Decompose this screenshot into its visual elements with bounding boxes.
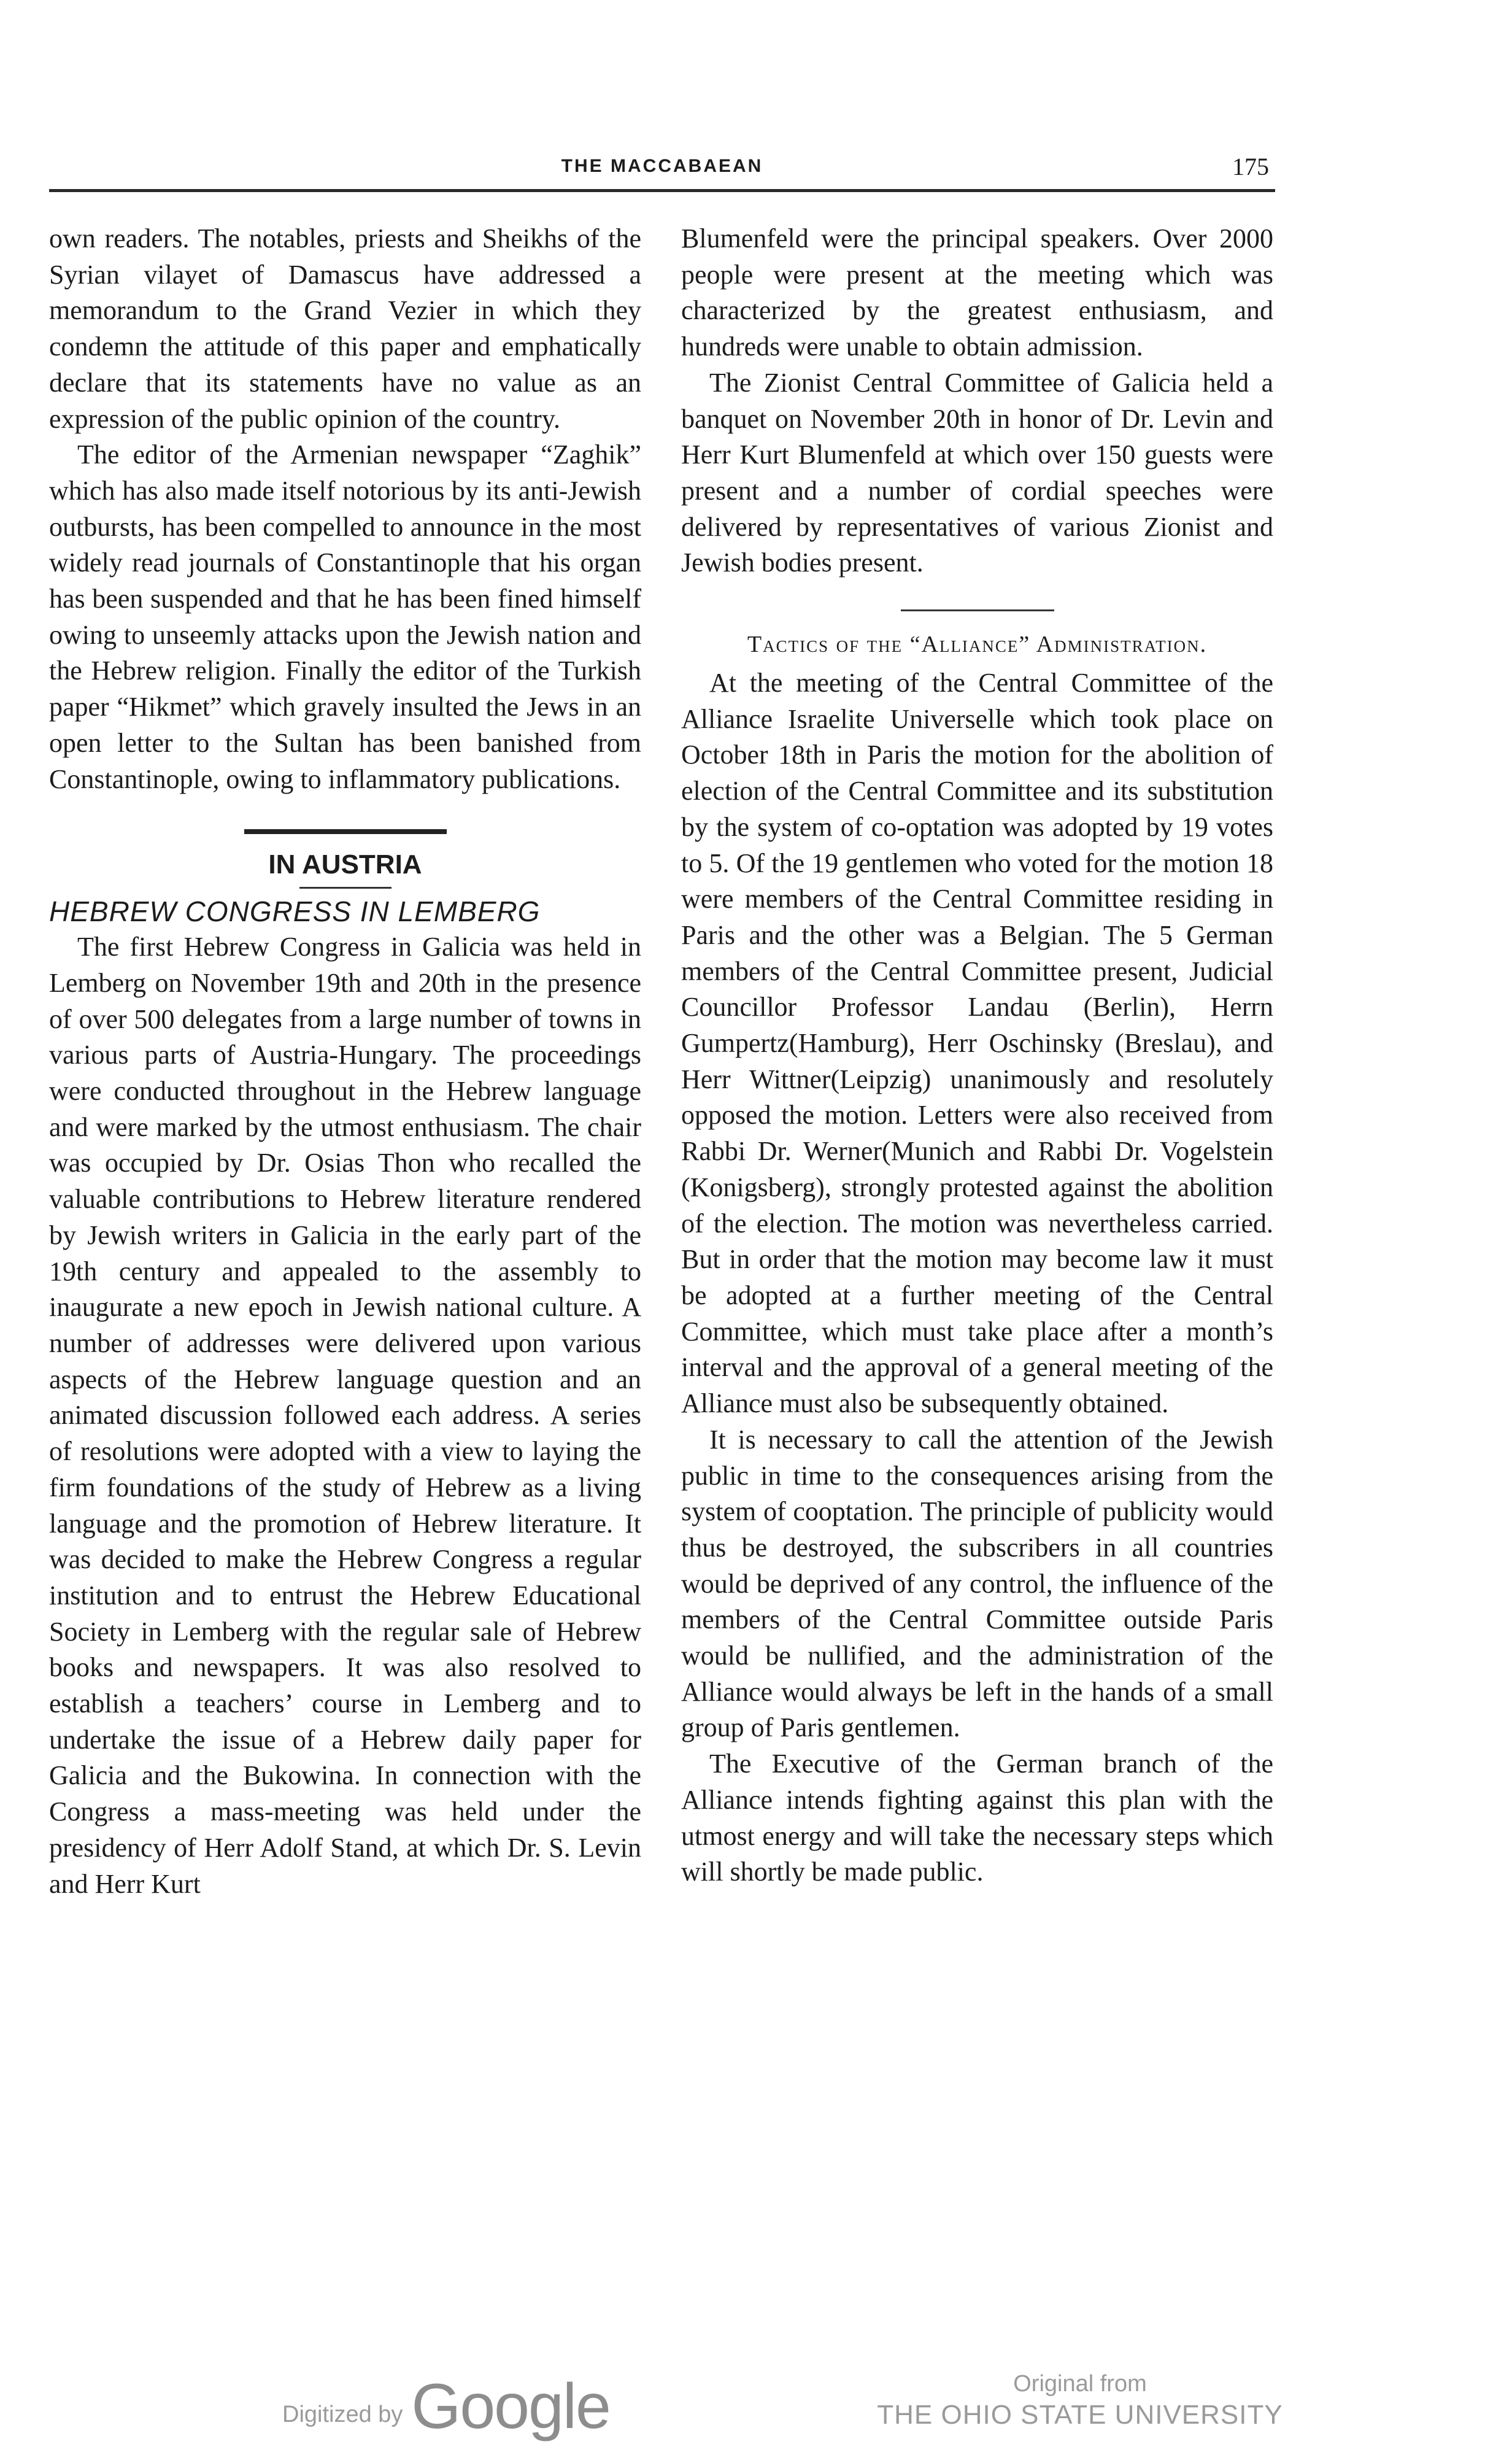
article-title-alliance-tactics: Tactics of the “Alliance” Administration.	[747, 632, 1208, 658]
original-from-watermark	[853, 2369, 1307, 2432]
google-logo: Google	[411, 2371, 610, 2442]
paragraph-consequences: It is necessary to call the attention of the Jewish public in time to the consequences arising from the system of cooptation. The principle of publicity would thus be destroyed, the subscribers in all countries would be deprived of any control, the influence of the members of the Central Committee outside Paris would be nullified, and the administration of the Alliance would always be left in the hands of a small group of Paris gentlemen.	[681, 1424, 1273, 1743]
title-divider	[299, 887, 392, 889]
section-title-austria: IN AUSTRIA	[268, 849, 422, 880]
paragraph-notables: own readers. The notables, priests and Sheikhs of the Syrian vilayet of Damascus have addressed a memorandum to the Grand Vezier in which they condemn the attitude of this paper and emphatically declare that its statements have no value as an expression of the public opinion of the country.	[49, 223, 641, 434]
digitized-by-label: Digitized by	[282, 2402, 403, 2427]
paragraph-german-branch: The Executive of the German branch of the Alliance intends fighting against this plan with the utmost energy and will take the necessary steps which will shortly be made public.	[681, 1749, 1273, 1887]
digitized-by-watermark	[282, 2370, 610, 2443]
paragraph-central-committee-meeting: At the meeting of the Central Committee of the Alliance Israelite Universelle which took place on October 18th in Paris the motion for the abolition of election of the Central Committee and its substitution by the system of co-optation was adopted by 19 votes to 5. Of the 19 gentlemen who voted for the motion 18 were members of the Central Committee residing in Paris and the other was a Belgian. The 5 German members of the Central Committee present, Judicial Councillor Professor Landau (Berlin), Herrn Gumpertz(Hamburg), Herr Oschinsky (Breslau), and Herr Wittner(Leipzig) unanimously and resolutely opposed the motion. Letters were also received from Rabbi Dr. Werner(Munich and Rabbi Dr. Vogelstein (Konigsberg), strongly protested against the abolition of the election. The motion was nevertheless carried. But in order that the motion may become law it must be adopted at a further meeting of the Central Committee, which must take place after a month’s interval and the approval of a general meeting of the Alliance must also be subsequently obtained.	[681, 668, 1273, 1419]
paragraph-hebrew-congress: The first Hebrew Congress in Galicia was held in Lemberg on November 19th and 20th in the presence of over 500 delegates from a large number of towns in various parts of Austria-Hungary. The proceedings were conducted throughout in the Hebrew language and were marked by the utmost enthusiasm. The chair was occupied by Dr. Osias Thon who recalled the valuable contributions to Hebrew literature rendered by Jewish writers in Galicia in the early part of the 19th century and appealed to the assembly to inaugurate a new epoch in Jewish national culture. A number of addresses were delivered upon various aspects of the Hebrew language question and an animated discussion followed each address. A series of resolutions were adopted with a view to laying the firm foundations of the study of Hebrew as a living language and the promotion of Hebrew literature. It was decided to make the Hebrew Congress a regular institution and to entrust the Hebrew Educational Society in Lemberg with the regular sale of Hebrew books and newspapers. It was also resolved to establish a teachers’ course in Lemberg and to undertake the issue of a Hebrew daily paper for Galicia and the Bukowina. In connection with the Congress a mass-meeting was held under the presidency of Herr Adolf Stand, at which Dr. S. Levin and Herr Kurt	[49, 932, 641, 1899]
article-divider	[901, 609, 1054, 611]
page-header	[49, 152, 1275, 192]
university-name: THE OHIO STATE UNIVERSITY	[877, 2400, 1283, 2430]
original-from-label: Original from	[1013, 2371, 1147, 2397]
running-title: THE MACCABAEAN	[561, 156, 763, 176]
paragraph-zaghik: The editor of the Armenian newspaper “Zaghik” which has also made itself notorious by its anti-Jewish outbursts, has been compelled to announce in the most widely read journals of Constantinople that his organ has been suspended and that he has been fined himself owing to unseemly attacks upon the Jewish nation and the Hebrew religion. Finally the editor of the Turkish paper “Hikmet” which gravely insulted the Jews in an open letter to the Sultan has been banished from Constantinople, owing to inflammatory publications.	[49, 439, 641, 794]
article-title-hebrew-congress: HEBREW CONGRESS IN LEMBERG	[49, 895, 541, 928]
page-number: 175	[1232, 153, 1269, 180]
paragraph-zionist-banquet: The Zionist Central Committee of Galicia held a banquet on November 20th in honor of Dr. Levin and Herr Kurt Blumenfeld at which over 150 guests were present and a number of cordial speeches were delivered by representatives of various Zionist and Jewish bodies present.	[681, 367, 1273, 578]
right-column	[681, 221, 1273, 1890]
left-column	[49, 221, 641, 1902]
section-divider	[244, 829, 447, 834]
paragraph-blumenfeld: Blumenfeld were the principal speakers. Over 2000 people were present at the meeting which was characterized by the greatest enthusiasm, and hundreds were unable to obtain admission.	[681, 223, 1273, 362]
